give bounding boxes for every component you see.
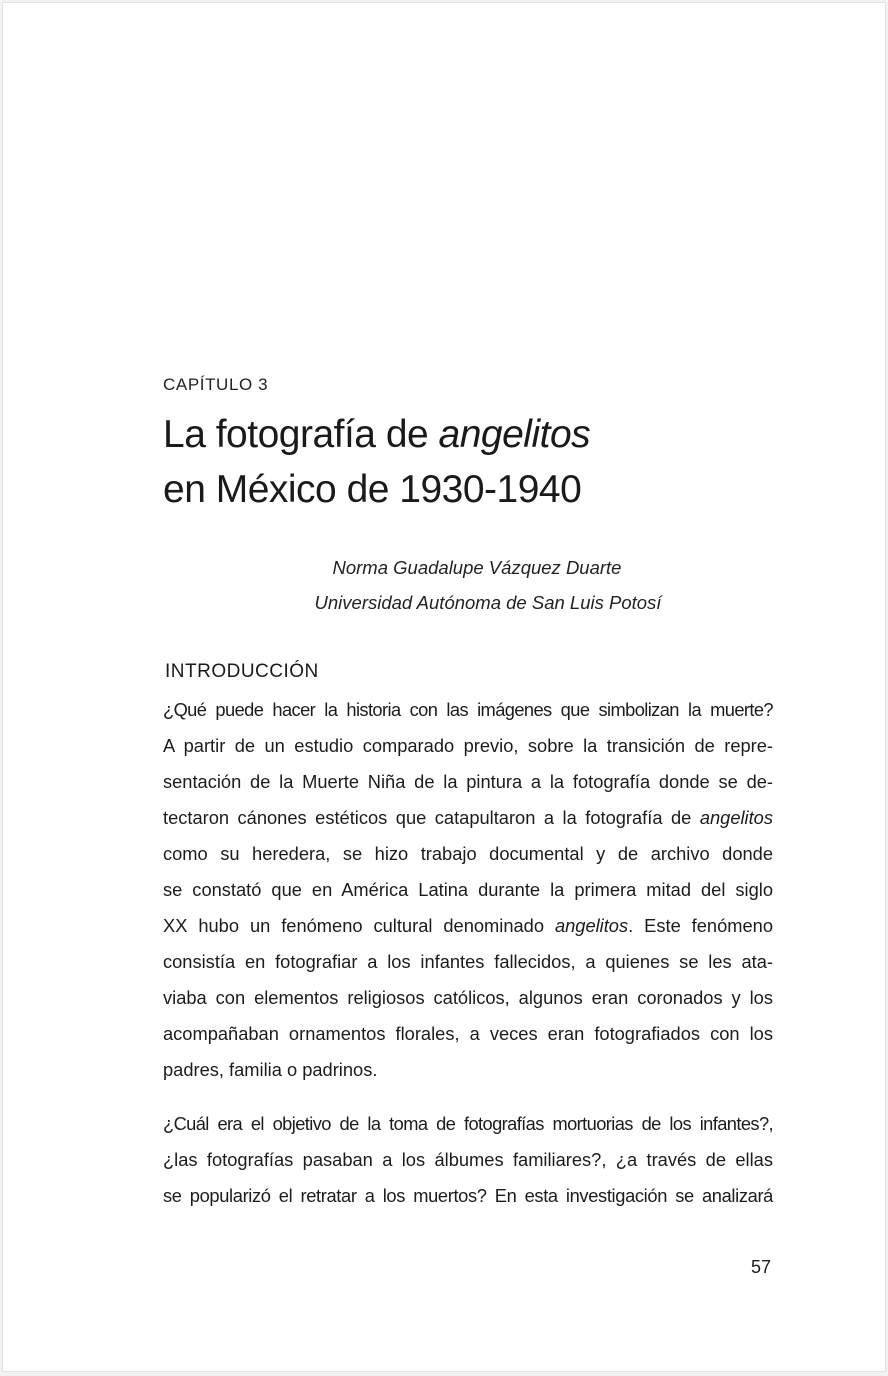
text-segment: tectaron cánones estéticos que catapultaron a la fotografía de bbox=[163, 807, 700, 828]
chapter-label: CAPÍTULO 3 bbox=[163, 375, 269, 394]
body-paragraph-1 bbox=[163, 692, 773, 1088]
book-page bbox=[2, 2, 886, 1372]
text-segment: . Este fenómeno bbox=[628, 915, 773, 936]
chapter-title bbox=[163, 407, 590, 517]
author-block bbox=[163, 550, 771, 620]
page-number: 57 bbox=[750, 1257, 771, 1277]
chapter-title-line-1 bbox=[163, 407, 590, 462]
text-line: sentación de la Muerte Niña de la pintura a la fotografía donde se de- bbox=[163, 771, 773, 792]
text-line: padres, familia o padrinos. bbox=[163, 1059, 378, 1080]
text-line bbox=[163, 908, 773, 944]
text-segment: XX hubo un fenómeno cultural denominado bbox=[163, 915, 555, 936]
text-line: ¿Cuál era el objetivo de la toma de fotografías mortuorias de los infantes?, bbox=[163, 1113, 773, 1134]
text-line: viaba con elementos religiosos católicos, algunos eran coronados y los bbox=[163, 987, 773, 1008]
section-heading: INTRODUCCIÓN bbox=[165, 661, 319, 682]
text-line: ¿Qué puede hacer la historia con las imágenes que simbolizan la muerte? bbox=[163, 699, 773, 720]
text-line: como su heredera, se hizo trabajo documental y de archivo donde bbox=[163, 843, 773, 864]
author-affiliation: Universidad Autónoma de San Luis Potosí bbox=[314, 592, 662, 613]
text-line bbox=[163, 800, 773, 836]
chapter-title-line-2: en México de 1930-1940 bbox=[163, 468, 582, 511]
text-line: consistía en fotografiar a los infantes fallecidos, a quienes se les ata- bbox=[163, 951, 773, 972]
chapter-title-text: La fotografía de bbox=[163, 413, 439, 456]
text-line: A partir de un estudio comparado previo, sobre la transición de repre- bbox=[163, 735, 773, 756]
text-line: se popularizó el retratar a los muertos? En esta investigación se analizará bbox=[163, 1185, 773, 1206]
emphasis-text: angelitos bbox=[554, 915, 629, 936]
text-line: ¿las fotografías pasaban a los álbumes familiares?, ¿a través de ellas bbox=[163, 1149, 773, 1170]
emphasis-text: angelitos bbox=[699, 807, 773, 828]
chapter-title-emphasis: angelitos bbox=[438, 413, 591, 456]
body-paragraph-2 bbox=[163, 1106, 773, 1214]
text-line: acompañaban ornamentos florales, a veces eran fotografiados con los bbox=[163, 1023, 773, 1044]
author-name: Norma Guadalupe Vázquez Duarte bbox=[332, 557, 622, 578]
text-line: se constató que en América Latina durante la primera mitad del siglo bbox=[163, 879, 773, 900]
